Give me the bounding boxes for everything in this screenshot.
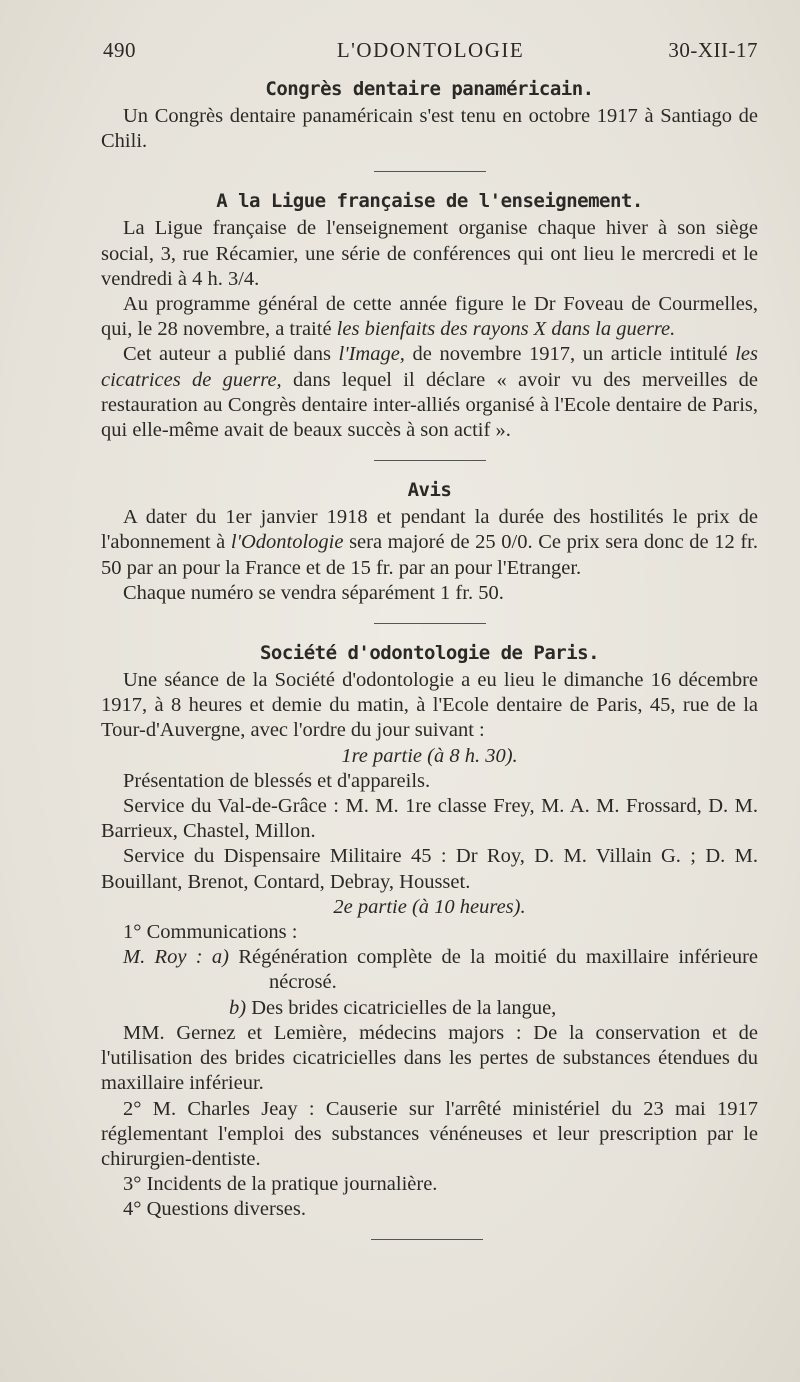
item-label: M. Roy : a) [123, 946, 230, 969]
text-run: Au programme général de cette année figure le Dr Foveau de Courmelles, qui, le 28 novembre, a traité [101, 293, 758, 341]
section-divider [374, 171, 486, 172]
text-run: Cet auteur a publié dans [123, 343, 339, 366]
italic-title: l'Image, [338, 343, 405, 366]
section-title-societe: Société d'odontologie de Paris. [259, 642, 600, 665]
issue-date: 30-XII-17 [668, 38, 758, 62]
section-title-avis: Avis [407, 479, 452, 502]
text-run: Des brides cicatricielles de la langue, [251, 996, 557, 1019]
service-dispensaire: Service du Dispensaire Militaire 45 : Dr Roy, D. M. Villain G. ; D. M. Bouillant, Brenot, Contard, Debray, Housset. [101, 845, 758, 893]
presentation-line: Présentation de blessés et d'appareils. [123, 769, 431, 792]
section-divider [374, 623, 486, 624]
agenda-questions: 4° Questions diverses. [123, 1198, 306, 1221]
journal-title: L'ODONTOLOGIE [336, 38, 525, 62]
text-run: de novembre 1917, un article intitulé [404, 343, 736, 366]
running-header [103, 38, 758, 68]
italic-title: les bienfaits des rayons X dans la guerre. [336, 318, 676, 341]
italic-title: l'Odontologie [230, 531, 344, 554]
communications-heading: 1° Communications : [123, 921, 298, 944]
section-divider [374, 460, 486, 461]
communication-roy-a [101, 945, 758, 995]
article-body [101, 72, 758, 1240]
paragraph-ligue-3 [101, 342, 758, 443]
end-divider [371, 1239, 483, 1240]
part-heading-1: 1re partie (à 8 h. 30). [341, 744, 518, 767]
agenda-incidents: 3° Incidents de la pratique journalière. [123, 1173, 438, 1196]
text-run: sera majoré de 25 0/0. Ce prix sera donc de 12 fr. 50 par an pour la France et de 15 fr. par an pour l'Etranger. [101, 531, 758, 579]
part-heading-2: 2e partie (à 10 heures). [333, 895, 526, 918]
paragraph-ligue-1: La Ligue française de l'enseignement organise chaque hiver à son siège social, 3, rue Récamier, une série de conférences qui ont lieu le mercredi et le vendredi à 4 h. 3/4. [101, 217, 758, 290]
section-title-ligue: A la Ligue française de l'enseignement. [216, 190, 643, 213]
communication-roy-b [101, 996, 758, 1021]
paragraph-congres: Un Congrès dentaire panaméricain s'est tenu en octobre 1917 à Santiago de Chili. [101, 105, 758, 153]
communication-gernez: MM. Gernez et Lemière, médecins majors : De la conservation et de l'utilisation des brides cicatricielles dans les pertes de substances étendues du maxillaire inférieur. [101, 1021, 758, 1095]
text-run: dans lequel il déclare « avoir vu des merveilles de restauration au Congrès dentaire inter-alliés organisé à l'Ecole dentaire de Paris, qui elle-même avait de beaux succès à son actif ». [101, 368, 758, 442]
text-run: Régénération complète de la moitié du maxillaire inférieure nécrosé. [238, 946, 759, 994]
page-number: 490 [103, 38, 136, 62]
paragraph-avis-2: Chaque numéro se vendra séparément 1 fr. 50. [123, 581, 504, 604]
item-label: b) [229, 996, 247, 1019]
paragraph-societe-intro: Une séance de la Société d'odontologie a eu lieu le dimanche 16 décembre 1917, à 8 heures et demie du matin, à l'Ecole dentaire de Paris, 45, rue de la Tour-d'Auvergne, avec l'ordre du jour suivant : [101, 669, 758, 742]
communication-jeay: 2° M. Charles Jeay : Causerie sur l'arrêté ministériel du 23 mai 1917 réglementant l'emploi des substances vénéneuses et leur prescription par le chirurgien-dentiste. [101, 1097, 758, 1170]
paragraph-avis-1 [101, 505, 758, 581]
text-run: A dater du 1er janvier 1918 et pendant la durée des hostilités le prix de l'abonnement à [101, 506, 758, 554]
service-val-de-grace: Service du Val-de-Grâce : M. M. 1re classe Frey, M. A. M. Frossard, D. M. Barrieux, Chastel, Millon. [101, 795, 758, 843]
italic-title: les cicatrices de guerre, [101, 343, 758, 391]
paragraph-ligue-2 [101, 292, 758, 342]
section-title-congres: Congrès dentaire panaméricain. [265, 78, 594, 100]
